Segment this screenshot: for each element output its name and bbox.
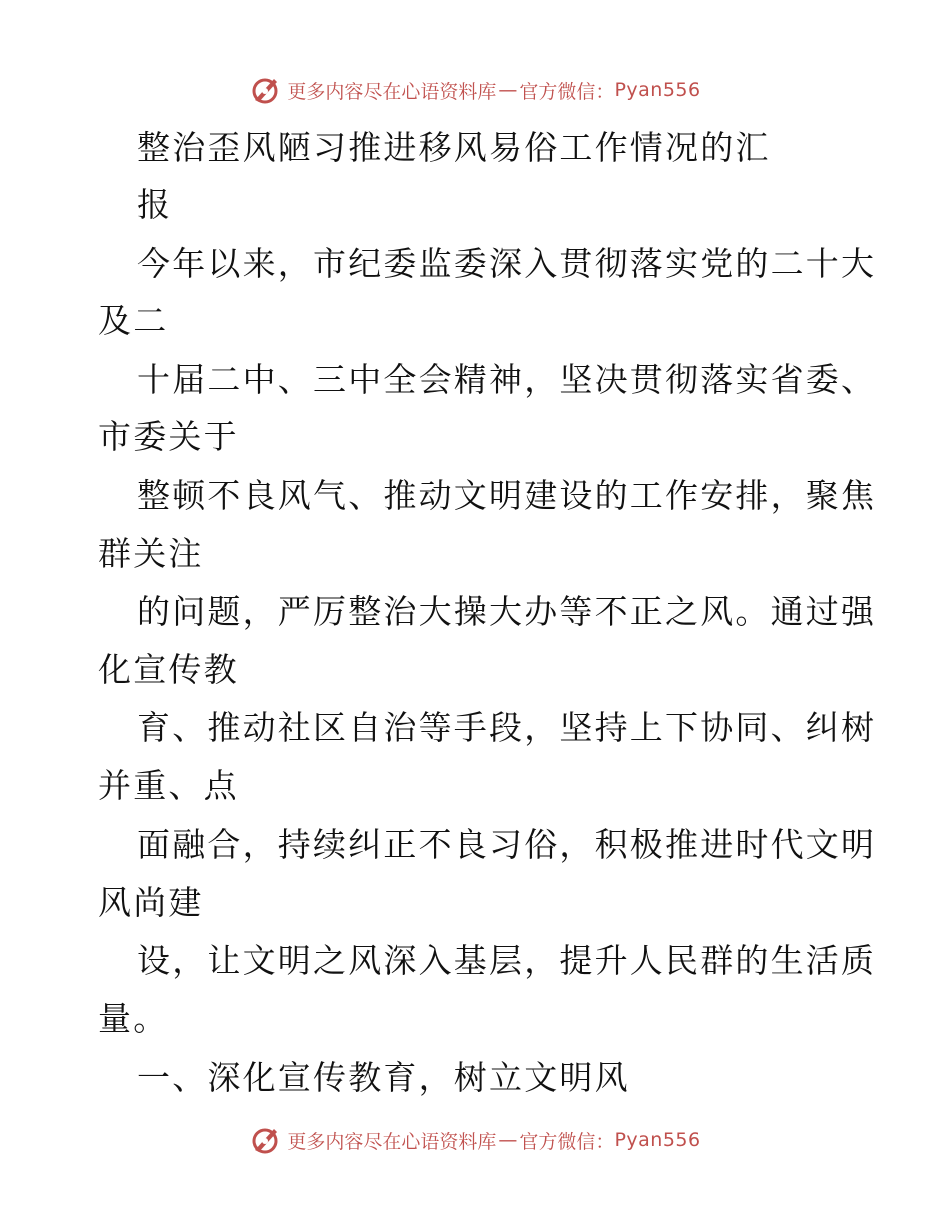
banner-separator: — — [498, 79, 518, 101]
paragraph-line: 量。 — [98, 999, 169, 1038]
paragraph-line: 今年以来，市纪委监委深入贯彻落实党的二十大 — [137, 244, 877, 283]
paragraph-line: 并重、点 — [98, 766, 239, 805]
document-title-line-1: 整治歪风陋习推进移风易俗工作情况的汇 — [137, 128, 771, 167]
paragraph-line: 面融合，持续纠正不良习俗，积极推进时代文明 — [137, 825, 877, 864]
paragraph-line: 十届二中、三中全会精神，坚决贯彻落实省委、 — [137, 360, 877, 399]
section-heading: 一、深化宣传教育，树立文明风 — [137, 1058, 630, 1097]
paragraph-line: 的问题，严厉整治大操大办等不正之风。通过强 — [137, 592, 877, 631]
paragraph-line: 及二 — [98, 301, 169, 340]
header-watermark-banner — [0, 70, 950, 110]
footer-watermark-banner — [0, 1120, 950, 1160]
banner-wechat-label: 官方微信： — [519, 1130, 615, 1153]
paragraph-line: 群关注 — [98, 534, 204, 573]
banner-text: 更多内容尽在心语资料库 — [287, 1130, 497, 1153]
quill-logo-icon — [249, 74, 281, 106]
banner-wechat-id: Pyan556 — [614, 79, 701, 101]
paragraph-line: 化宣传教 — [98, 650, 239, 689]
document-title-line-2: 报 — [137, 185, 173, 224]
banner-separator: — — [498, 1129, 518, 1151]
paragraph-line: 风尚建 — [98, 883, 204, 922]
paragraph-line: 整顿不良风气、推动文明建设的工作安排，聚焦 — [137, 476, 877, 515]
quill-logo-icon — [249, 1124, 281, 1156]
banner-wechat-label: 官方微信： — [519, 80, 615, 103]
banner-text: 更多内容尽在心语资料库 — [287, 80, 497, 103]
paragraph-line: 市委关于 — [98, 417, 239, 456]
banner-wechat-id: Pyan556 — [614, 1129, 701, 1151]
paragraph-line: 育、推动社区自治等手段，坚持上下协同、纠树 — [137, 708, 877, 747]
paragraph-line: 设，让文明之风深入基层，提升人民群的生活质 — [137, 941, 877, 980]
